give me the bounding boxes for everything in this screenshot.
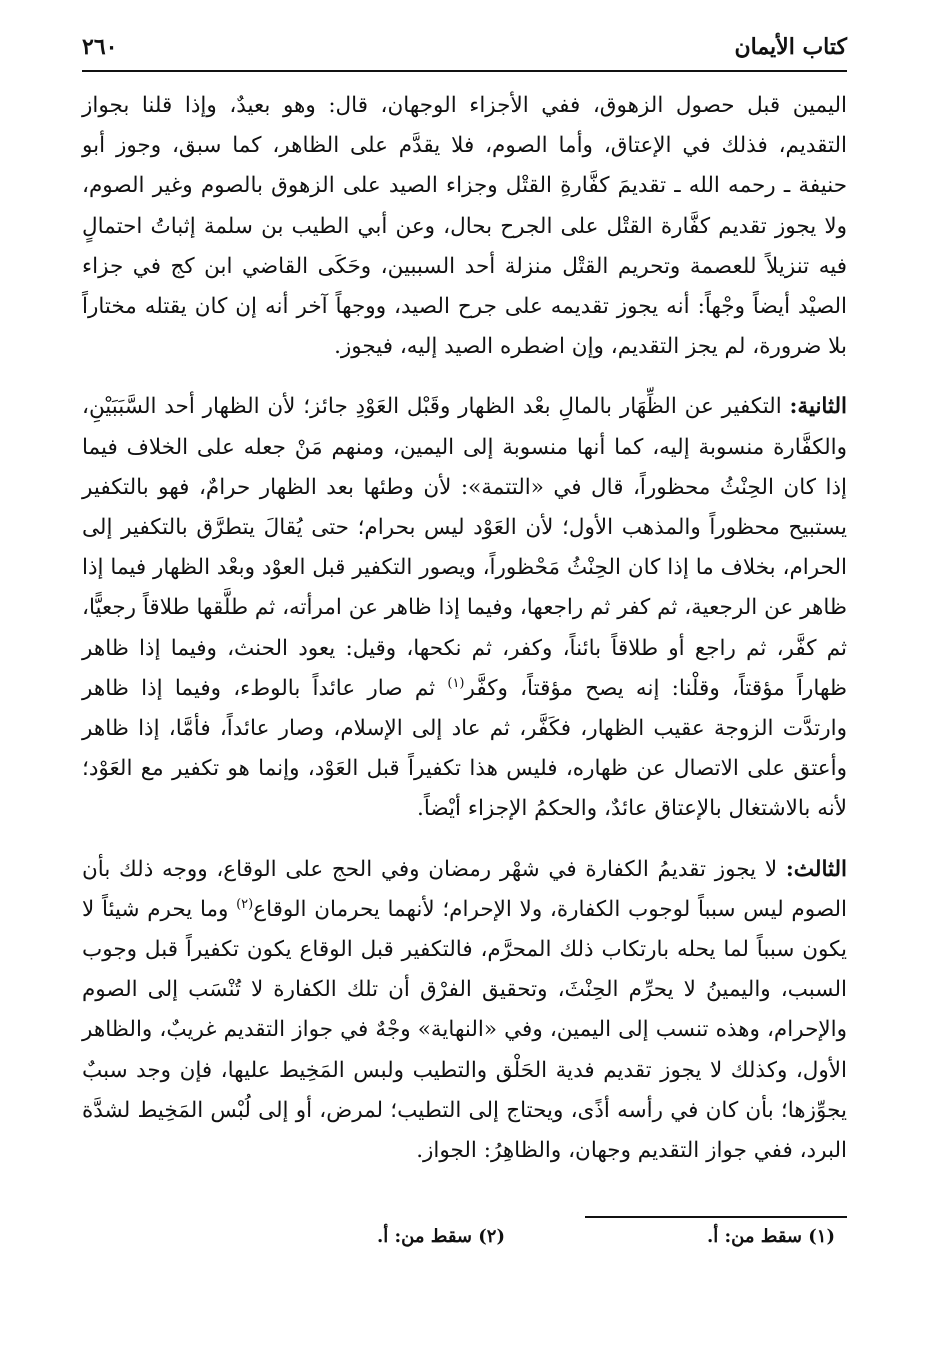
page-number: ٢٦٠ bbox=[82, 34, 118, 60]
paragraph-text-continued: وما يحرم شيئاً لا يكون سبباً لما يحله بارتكاب ذلك المحرَّم، فالتكفير قبل الوقاع يكون تكفيراً قبل وجوب السبب، واليمينُ لا يحرِّم الحِنْثَ، وتحقيق الفرْق أن تلك الكفارة لا تُنْسَب إلى الصوم والإحرام، وهذه تنسب إلى اليمين، وفي «النهاية» وجْهٌ في جواز التقديم غريبٌ، والظاهر الأول، وكذلك لا يجوز تقديم فدية الحَلْق والتطيب ولبس المَخِيط عليها، فإن وجد سببٌ يجوِّزها؛ بأن كان في رأسه أذًى، ويحتاج إلى التطيب؛ لمرض، أو إلى لُبْس المَخِيط لشدَّة البرد، ففي جواز التقديم وجهان، والظاهِرُ: الجواز. bbox=[82, 896, 847, 1164]
footnote-1: (١) سقط من: أ. bbox=[706, 1226, 835, 1247]
paragraph-continuation bbox=[82, 86, 847, 367]
paragraph-third-issue bbox=[82, 850, 847, 1172]
footnote-2: (٢) سقط من: أ. bbox=[376, 1226, 505, 1247]
footnotes bbox=[180, 1226, 835, 1256]
footnote-rule bbox=[585, 1216, 847, 1218]
paragraph-heading: الثانية: bbox=[789, 394, 847, 420]
footnote-reference: (٢) bbox=[236, 896, 254, 912]
body-text bbox=[82, 86, 847, 1171]
header-rule bbox=[82, 70, 847, 72]
paragraph-text: التكفير عن الظِّهَار بالمالِ بعْد الظهار وقَبْل العَوْدِ جائز؛ لأن الظهار أحد السَّبَبَيْنِ، والكفَّارة منسوبة إليه، كما أنها منسوبة إلى اليمين، ومنهم مَنْ جعله على الخلاف فيما إذا كان الحِنْثُ محظوراً، قال في «التتمة»: لأن وطئها بعد الظهار حرامٌ، فهو بالتكفير يستبيح محظوراً والمذهب الأول؛ لأن العَوْد ليس بحرام؛ حتى يُقالَ يتطرَّق بالتكفير إلى الحرام، بخلاف ما إذا كان الحِنْثُ مَحْظوراً، ويصور التكفير قبل العوْد وبعْد الظهار فيما إذا ظاهر عن الرجعية، ثم كفر ثم راجعها، وفيما إذا ظاهر عن امرأته، ثم طلَّقها طلاقاً رجعيًّا، ثم كفَّر، ثم راجع أو طلاقاً بائناً، وكفر، ثم نكحها، وقيل: يعود الحنث، وفيما إذا ظاهر ظهاراً مؤقتاً، وقلْنا: إنه يصح مؤقتاً، وكفَّر bbox=[82, 394, 847, 701]
page-header bbox=[82, 32, 847, 68]
paragraph-text: لا يجوز تقديمُ الكفارة في شهْر رمضان وفي الحج على الوقاع، ووجه ذلك بأن الصوم ليس سبباً لوجوب الكفارة، ولا الإحرام؛ لأنهما يحرمان الوقاع bbox=[82, 856, 847, 922]
paragraph-text-continued: ثم صار عائداً بالوطء، وفيما إذا ظاهر وارتدَّت الزوجة عقيب الظهار، فكَفَّر، ثم عاد إلى الإسلام، وصار عائداً، فأمَّا، إذا ظاهر وأعتق على الاتصال عن ظهاره، فليس هذا تكفيراً قبل العَوْد، وإنما هو تكفير مع العَوْد؛ لأنه بالاشتغال بالإعتاق عائدٌ، والحكمُ الإجزاء أيْضاً. bbox=[82, 675, 847, 822]
paragraph-text: اليمين قبل حصول الزهوق، ففي الأجزاء الوجهان، قال: وهو بعيدٌ، وإذا قلنا بجواز التقديم، فذلك في الإعتاق، وأما الصوم، فلا يقدَّم على الظاهر، كما سبق، وجوز أبو حنيفة ـ رحمه الله ـ تقديمَ كفَّارةِ القتْل وجزاء الصيد على الزهوق بالصوم وغير الصوم، ولا يجوز تقديم كفَّارة القتْل على الجرح بحال، وعن أبي الطيب بن سلمة إثباتُ احتمالٍ فيه تنزيلاً للعصمة وتحريم القتْل منزلة أحد السببين، وحَكَى القاضي ابن كج في جزاء الصيْد أيضاً وجْهاً: أنه يجوز تقديمه على جرح الصيد، ووجهاً آخر أنه إن كان يقتله مختاراً بلا ضرورة، لم يجز التقديم، وإن اضطره الصيد إليه، فيجوز. bbox=[82, 93, 847, 360]
paragraph-heading: الثالث: bbox=[785, 856, 848, 882]
footnote-reference: (١) bbox=[447, 675, 465, 691]
paragraph-second-issue bbox=[82, 387, 847, 829]
book-title: كتاب الأيمان bbox=[734, 34, 847, 60]
